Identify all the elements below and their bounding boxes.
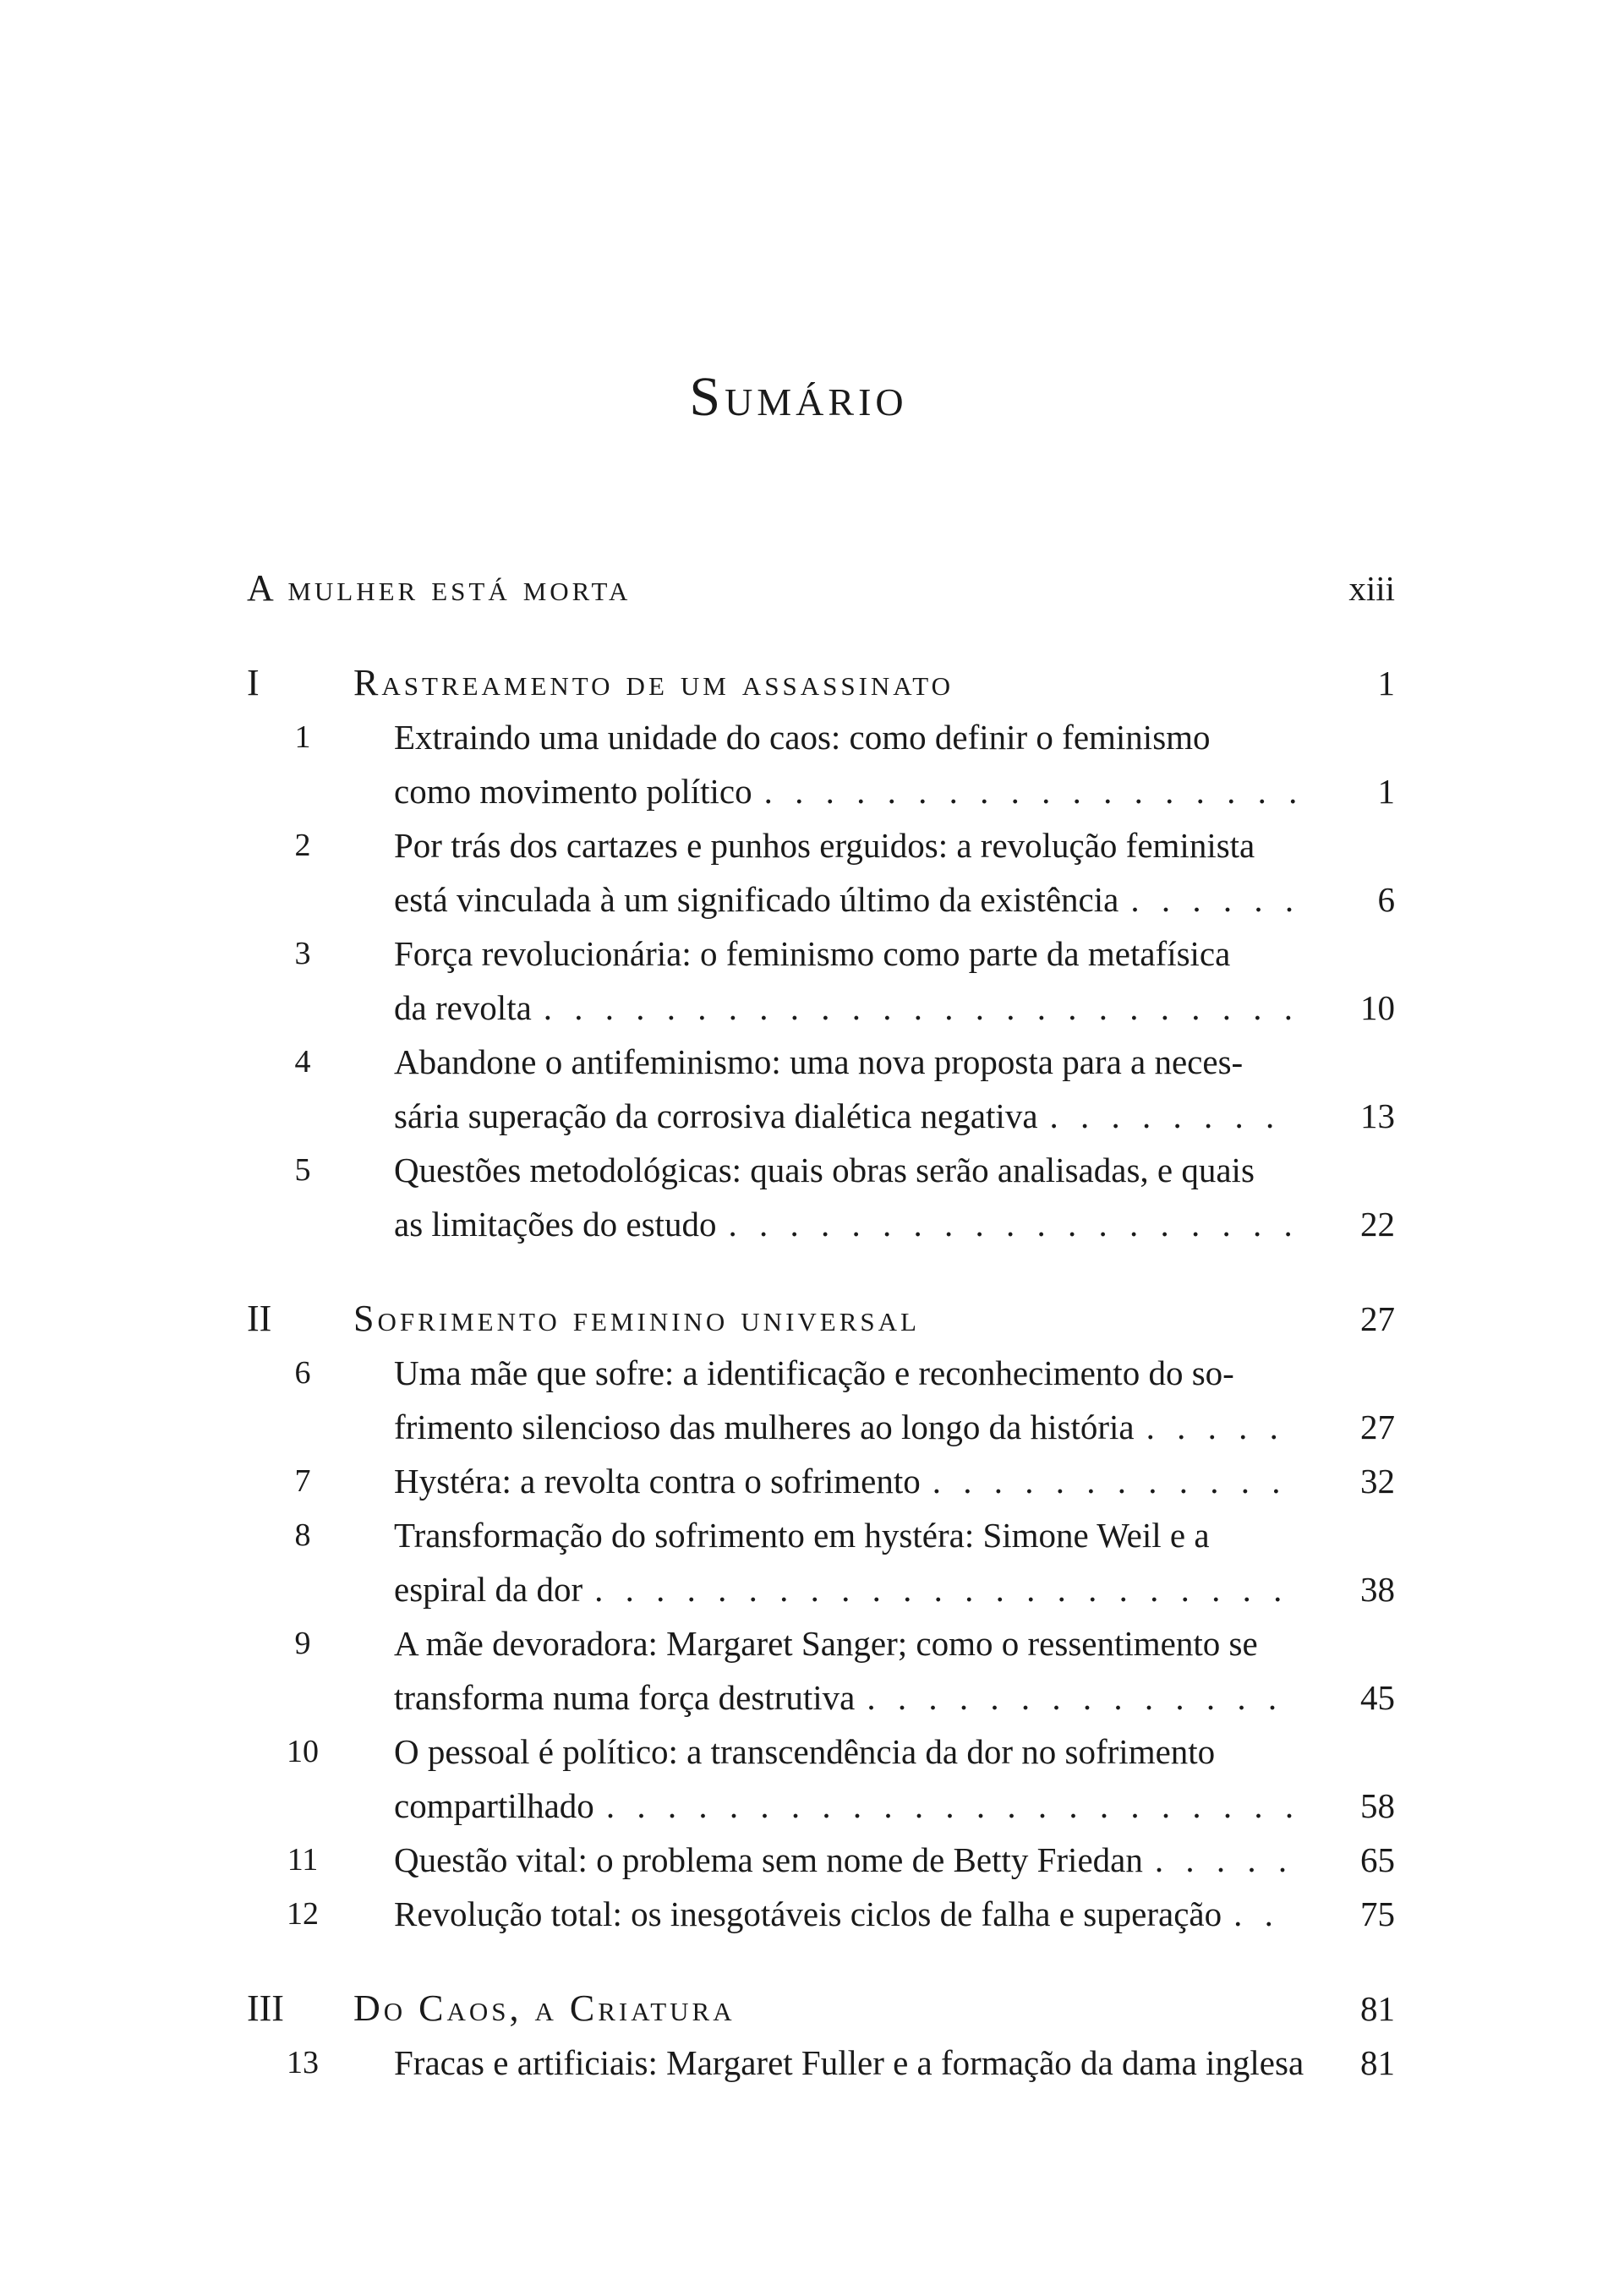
chapter-title-line: Hystéra: a revolta contra o sofrimento [394,1462,921,1501]
chapter-number: 7 [294,1463,311,1499]
chapter-title-line: frimento silencioso das mulheres ao longo da história [394,1408,1135,1446]
chapter-page: 58 [1360,1786,1395,1825]
dot-leader [716,1197,1295,1251]
chapter-title-line: está vinculada à um significado último da existência [394,880,1119,919]
toc-chapter-13[interactable] [247,2036,1395,2090]
part-page: 81 [1360,1989,1395,2028]
chapter-title-line: transforma numa força destrutiva [394,1678,856,1717]
chapter-title-line: Extraindo uma unidade do caos: como definir o feminismo [394,718,1211,757]
part-title: Do Caos, a Criatura [353,1987,736,2029]
chapter-number: 1 [294,719,311,755]
chapter-title-line: Questões metodológicas: quais obras serão analisadas, e quais [394,1151,1255,1189]
chapter-title-line: A mãe devoradora: Margaret Sanger; como o ressentimento se [394,1624,1258,1663]
chapter-title-line: Revolução total: os inesgotáveis ciclos de falha e superação [394,1894,1222,1933]
page-title: Sumário [689,366,908,429]
toc-part-2[interactable] [247,1292,1395,1346]
front-title: A mulher está morta [247,567,632,609]
chapter-title-line: espiral da dor [394,1570,583,1609]
chapter-page: 65 [1360,1840,1395,1879]
chapter-title-line: Questão vital: o problema sem nome de Betty Friedan [394,1840,1143,1879]
chapter-number: 11 [287,1842,319,1878]
chapter-page: 10 [1360,988,1395,1027]
chapter-page: 27 [1360,1408,1395,1446]
dot-leader [1118,872,1295,927]
chapter-title-line: da revolta [394,988,532,1027]
chapter-title-line: Por trás dos cartazes e punhos erguidos: a revolução feminista [394,826,1255,865]
part-page: 1 [1377,664,1395,702]
chapter-title-line: Uma mãe que sofre: a identificação e reconhecimento do so- [394,1353,1234,1392]
toc-chapter-12[interactable] [247,1887,1395,1941]
dot-leader [594,1779,1295,1833]
dot-leader [921,1454,1295,1508]
toc-chapter-7[interactable] [247,1454,1395,1508]
chapter-page: 38 [1360,1570,1395,1609]
dot-leader [582,1562,1295,1616]
toc-chapter-11[interactable] [247,1833,1395,1887]
part-title: Sofrimento feminino universal [353,1298,920,1339]
chapter-page: 22 [1360,1205,1395,1244]
chapter-page: 13 [1360,1096,1395,1135]
chapter-title-line: Transformação do sofrimento em hystéra: Simone Weil e a [394,1516,1210,1555]
front-page: xiii [1348,569,1395,608]
part-number: III [247,1987,284,2029]
chapter-number: 8 [294,1517,311,1553]
dot-leader [1222,1887,1295,1941]
toc-part-1[interactable] [247,656,1395,710]
part-number: II [247,1298,272,1339]
chapter-title-line: como movimento político [394,772,752,811]
part-number: I [247,662,260,703]
chapter-number: 2 [294,828,311,863]
toc-part-3[interactable] [247,1982,1395,2036]
dot-leader [1143,1833,1295,1887]
chapter-number: 5 [294,1152,311,1188]
dot-leader [1038,1089,1295,1143]
chapter-page: 32 [1360,1462,1395,1501]
part-page: 27 [1360,1299,1395,1338]
chapter-number: 3 [294,936,311,971]
chapter-page: 1 [1377,772,1395,811]
chapter-number: 6 [294,1355,311,1391]
chapter-title-line: as limitações do estudo [394,1205,717,1244]
chapter-title-line: O pessoal é político: a transcendência da dor no sofrimento [394,1732,1216,1771]
dot-leader [532,981,1295,1035]
part-title: Rastreamento de um assassinato [353,662,954,703]
chapter-number: 13 [287,2045,319,2080]
chapter-title-line: Abandone o antifeminismo: uma nova proposta para a neces- [394,1042,1244,1081]
chapter-page: 6 [1377,880,1395,919]
chapter-page: 75 [1360,1894,1395,1933]
chapter-title-line: compartilhado [394,1786,594,1825]
chapter-number: 12 [287,1896,319,1932]
chapter-title-line: Força revolucionária: o feminismo como parte da metafísica [394,934,1231,973]
chapter-title-line: Fracas e artificiais: Margaret Fuller e a formação da dama inglesa [394,2043,1304,2082]
chapter-title-line: sária superação da corrosiva dialética negativa [394,1096,1038,1135]
chapter-number: 9 [294,1626,311,1661]
chapter-page: 45 [1360,1678,1395,1717]
chapter-number: 4 [294,1044,311,1080]
toc-front-entry[interactable] [247,561,1395,615]
dot-leader [1135,1400,1295,1454]
dot-leader [855,1670,1295,1725]
chapter-page: 81 [1360,2043,1395,2082]
dot-leader [752,764,1295,818]
chapter-number: 10 [287,1734,319,1769]
